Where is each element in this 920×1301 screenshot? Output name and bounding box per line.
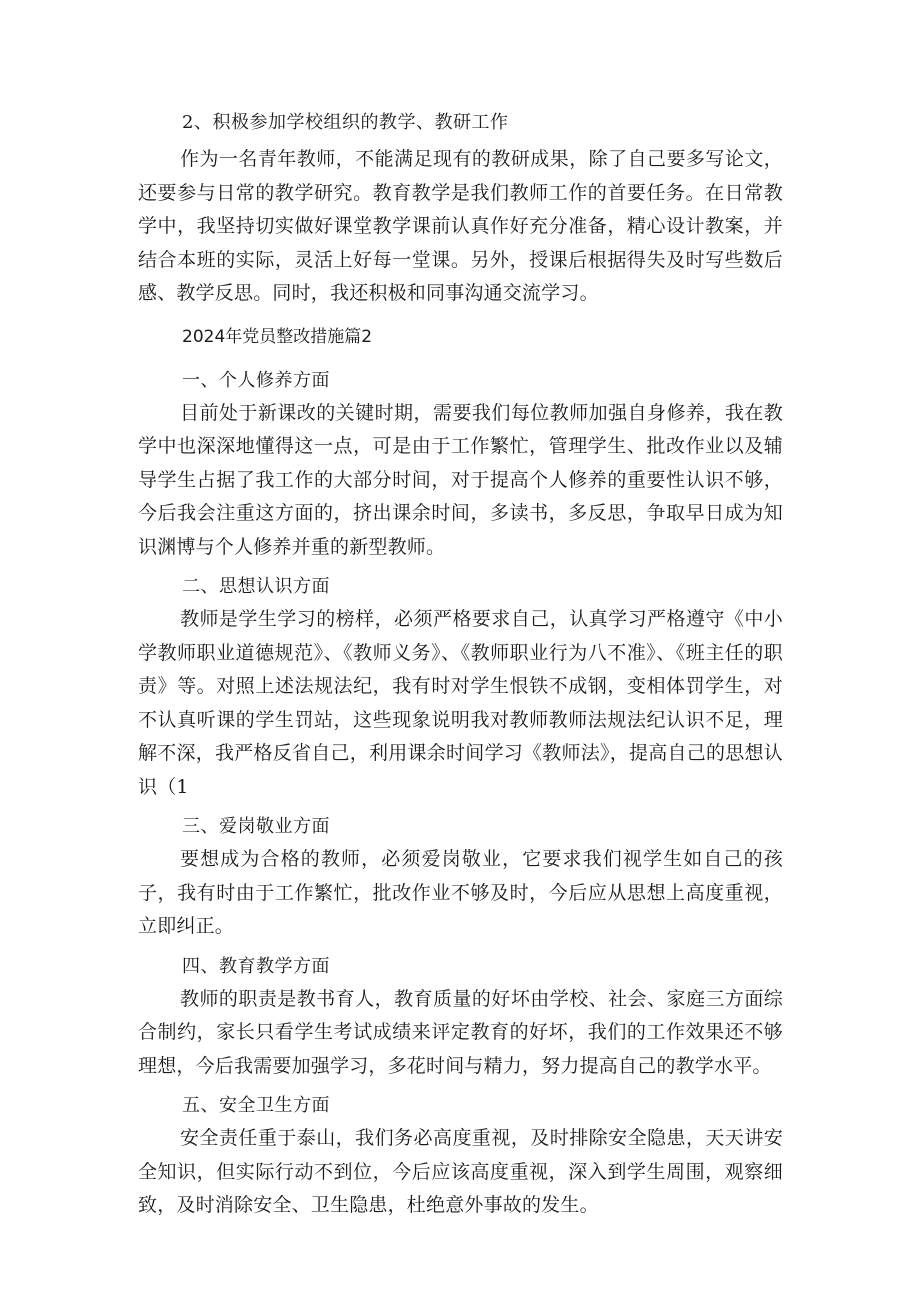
article-title: 2024年党员整改措施篇2 <box>182 326 373 347</box>
paragraph-education-teaching: 教师的职责是教书育人，教育质量的好坏由学校、社会、家庭三方面综合制约，家长只看学生考试成绩来评定教育的好坏，我们的工作效果还不够理想，今后我需要加强学习，多花时间与精力，努力提高自己的教学水平。 <box>138 987 783 1077</box>
section-heading-personal-cultivation: 一、个人修养方面 <box>182 369 330 391</box>
paragraph-personal-cultivation: 目前处于新课改的关键时期，需要我们每位教师加强自身修养，我在教学中也深深地懂得这一点，可是由于工作繁忙，管理学生、批改作业以及辅导学生占据了我工作的大部分时间，对于提高个人修养的重要性认识不够，今后我会注重这方面的，挤出课余时间，多读书，多反思，争取早日成为知识渊博与个人修养并重的新型教师。 <box>138 401 783 558</box>
paragraph-ideological-understanding: 教师是学生学习的榜样，必须严格要求自己，认真学习严格遵守《中小学教师职业道德规范》、《教师义务》、《教师职业行为八不准》、《班主任的职责》等。对照上述法规法纪，我有时对学生恨铁不成钢，变相体罚学生，对不认真听课的学生罚站，这些现象说明我对教师教师法规法纪认识不足，理解不深，我严格反省自己，利用课余时间学习《教师法》，提高自己的思想认识（1 <box>138 608 783 798</box>
section-heading-teaching-research: 2、积极参加学校组织的教学、教研工作 <box>182 112 509 133</box>
section-heading-education-teaching: 四、教育教学方面 <box>182 955 330 977</box>
document-body <box>138 106 783 1229</box>
section-heading-ideological-understanding: 二、思想认识方面 <box>182 576 330 597</box>
section-heading-dedication: 三、爱岗敬业方面 <box>182 816 330 837</box>
paragraph-safety-hygiene: 安全责任重于泰山，我们务必高度重视，及时排除安全隐患，天天讲安全知识，但实际行动不到位，今后应该高度重视，深入到学生周围，观察细致，及时消除安全、卫生隐患，杜绝意外事故的发生。 <box>138 1127 783 1216</box>
paragraph-teaching-research: 作为一名青年教师，不能满足现有的教研成果，除了自己要多写论文，还要参与日常的教学研究。教育教学是我们教师工作的首要任务。在日常教学中，我坚持切实做好课堂教学课前认真作好充分准备，精心设计教案，并结合本班的实际，灵活上好每一堂课。另外，授课后根据得失及时写些数后感、教学反思。同时，我还积极和同事沟通交流学习。 <box>138 148 783 304</box>
section-heading-safety-hygiene: 五、安全卫生方面 <box>182 1095 330 1116</box>
paragraph-dedication: 要想成为合格的教师，必须爱岗敬业，它要求我们视学生如自己的孩子，我有时由于工作繁忙，批改作业不够及时，今后应从思想上高度重视，立即纠正。 <box>138 848 783 937</box>
